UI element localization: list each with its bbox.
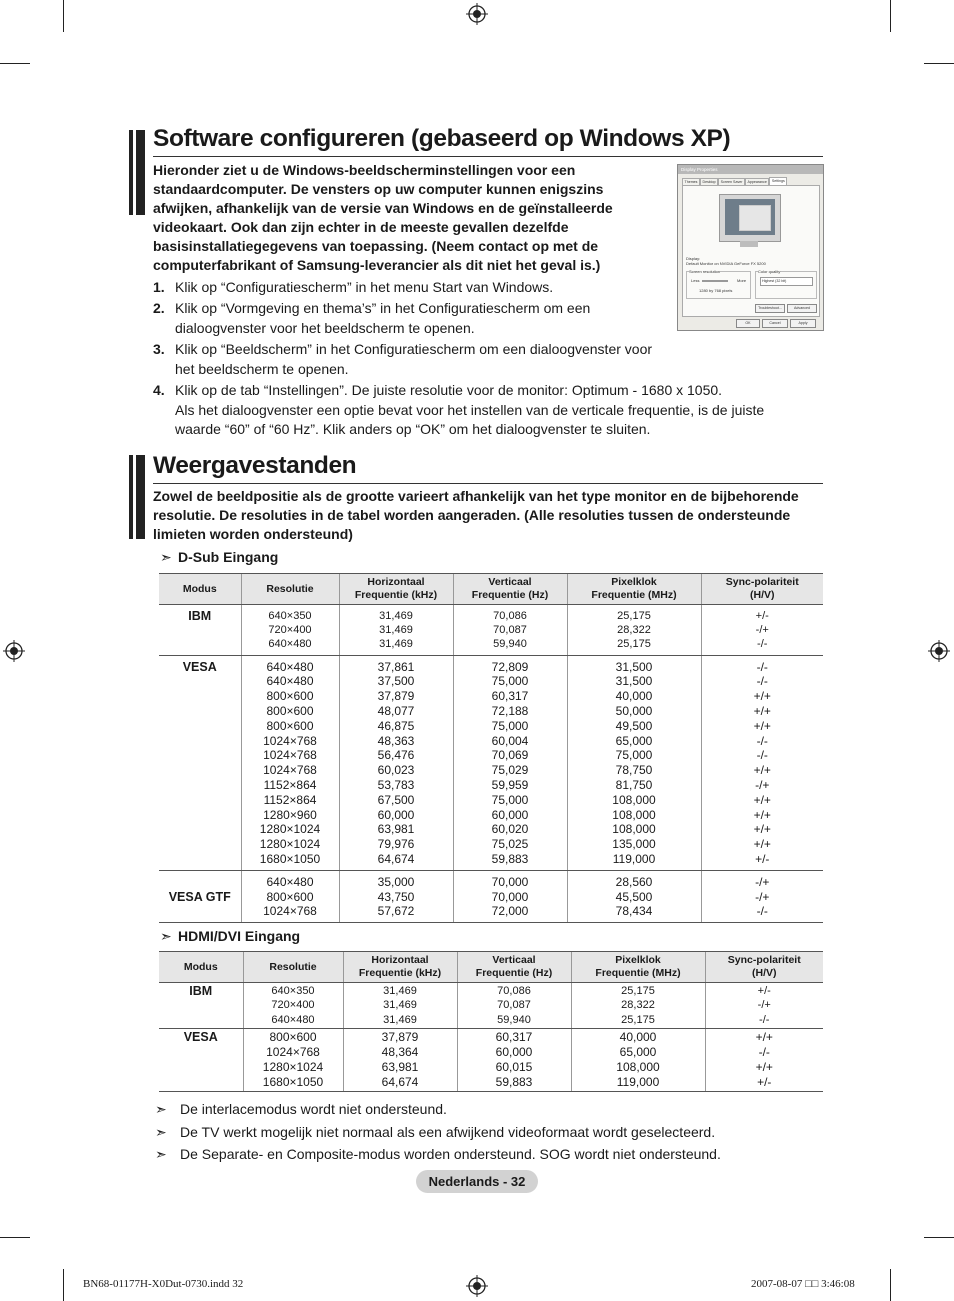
cell-value: +/+ — [755, 1029, 773, 1044]
value-cell — [567, 605, 701, 656]
cell-value: 800×600 — [266, 889, 314, 904]
dialog-titlebar: Display Properties — [678, 165, 823, 174]
cancel-button[interactable]: Cancel — [762, 319, 788, 328]
cell-value: 59,940 — [493, 638, 527, 651]
cell-value: 60,317 — [491, 689, 529, 704]
cell-value: -/+ — [755, 874, 770, 889]
cell-value: 800×600 — [266, 704, 314, 718]
step-line: dialoogvenster voor het beeldscherm te openen. — [175, 319, 475, 336]
column-header — [339, 574, 453, 605]
header-line: Resolutie — [266, 582, 314, 595]
dialog-tab[interactable]: Appearance — [745, 178, 769, 185]
dialog-tab[interactable]: Screen Saver — [718, 178, 745, 185]
cell-value: 59,883 — [491, 851, 529, 866]
dsub-mode-table — [159, 573, 823, 923]
cell-value: 72,809 — [491, 659, 529, 674]
display-value: Default Monitor on NVIDIA GeForce FX 5200 — [686, 261, 766, 266]
cell-value: 40,000 — [615, 689, 653, 704]
cell-value: 1152×864 — [263, 792, 317, 807]
column-header — [343, 952, 457, 983]
step-number: 4. — [153, 382, 165, 398]
cell-value: 108,000 — [612, 822, 656, 837]
value-cell — [241, 655, 339, 870]
cell-value: 720×400 — [271, 999, 315, 1012]
step-number: 2. — [153, 300, 165, 316]
cell-value: 48,364 — [381, 1044, 419, 1059]
cell-value: 1680×1050 — [259, 851, 321, 866]
cell-value: 31,469 — [379, 610, 413, 622]
cell-value: 65,000 — [615, 733, 653, 748]
cell-value: 31,469 — [383, 1013, 417, 1026]
cell-value: 72,188 — [491, 704, 529, 718]
value-cell — [571, 983, 705, 1029]
cell-value: 60,317 — [495, 1029, 533, 1044]
cell-value: 63,981 — [381, 1059, 419, 1074]
registration-mark-icon — [3, 640, 25, 662]
step-text — [175, 381, 813, 440]
cell-value: 37,500 — [377, 674, 415, 689]
cell-value: 25,175 — [621, 985, 655, 997]
cell-value: 1024×768 — [263, 904, 317, 919]
advanced-button[interactable]: Advanced — [787, 304, 817, 313]
cell-value: 70,069 — [491, 748, 529, 763]
cell-value: 1680×1050 — [262, 1074, 324, 1089]
dsub-label: ➣ D-Sub Eingang — [160, 549, 279, 565]
value-cell — [343, 983, 457, 1029]
cell-value: 108,000 — [616, 1059, 660, 1074]
registration-mark-icon — [466, 1275, 488, 1297]
cell-value: 1152×864 — [263, 777, 317, 792]
column-header — [453, 574, 567, 605]
value-cell — [453, 605, 567, 656]
column-header — [159, 574, 241, 605]
cell-value: 1024×768 — [263, 733, 317, 748]
cell-value: +/- — [755, 610, 769, 622]
header-line: (H/V) — [752, 967, 777, 979]
header-line: Verticaal — [492, 954, 536, 966]
step-number: 3. — [153, 341, 165, 357]
value-cell — [701, 605, 823, 656]
step-number: 1. — [153, 279, 165, 295]
cell-value: 800×600 — [269, 1029, 317, 1044]
cell-value: +/+ — [753, 822, 771, 837]
cell-value: +/- — [757, 985, 771, 997]
cell-value: 48,077 — [377, 704, 415, 718]
cell-value: +/+ — [753, 704, 771, 718]
column-header — [701, 574, 823, 605]
cell-value: 35,000 — [377, 874, 415, 889]
cell-value: 59,883 — [495, 1074, 533, 1089]
header-line: Frequentie (Hz) — [471, 589, 549, 601]
value-cell — [457, 1028, 571, 1091]
step-item — [153, 381, 813, 440]
cell-value: 75,000 — [615, 748, 653, 763]
dialog-tab[interactable]: Settings — [769, 177, 787, 185]
cell-value: 25,175 — [617, 638, 651, 651]
column-header — [567, 574, 701, 605]
section-intro-software — [153, 161, 653, 275]
cell-value: 31,500 — [615, 659, 653, 674]
color-quality-group: Color quality Highest (32 bit) — [755, 271, 817, 299]
cell-value: 108,000 — [612, 807, 656, 822]
cell-value: 25,175 — [621, 1013, 655, 1026]
table-row — [159, 1028, 823, 1091]
intro-line: Zowel de beeldpositie als de grootte varieert afhankelijk van het type monitor en de bijbehorende — [153, 488, 799, 504]
table-row — [159, 870, 823, 922]
section-intro-weergavestanden — [153, 487, 823, 544]
arrow-icon: ➣ — [155, 1124, 167, 1140]
cell-value: 640×350 — [268, 610, 312, 622]
cell-value: 640×480 — [271, 1013, 315, 1026]
cell-value: +/+ — [755, 1059, 773, 1074]
header-line: Frequentie (MHz) — [595, 967, 681, 979]
cell-value: 67,500 — [377, 792, 415, 807]
value-cell — [243, 983, 343, 1029]
cell-value: -/+ — [755, 777, 770, 792]
cell-value: -/- — [756, 674, 768, 689]
cell-value: 57,672 — [377, 904, 415, 919]
header-line: Resolutie — [269, 960, 317, 973]
intro-line: standaardcomputer. De vensters op uw computer kunnen enigszins — [153, 181, 604, 197]
step-item — [153, 340, 813, 379]
header-line: Horizontaal — [371, 954, 429, 966]
display-label: Display: — [686, 256, 701, 261]
resolution-value: 1280 by 768 pixels — [699, 288, 733, 293]
step-text — [175, 340, 813, 379]
crop-mark — [924, 63, 954, 64]
header-line: Verticaal — [488, 576, 532, 588]
cell-value: 49,500 — [615, 718, 653, 733]
arrow-icon: ➣ — [155, 1101, 167, 1117]
cell-value: 640×350 — [271, 985, 315, 997]
cell-value: 48,363 — [377, 733, 415, 748]
value-cell — [241, 870, 339, 922]
cell-value: 53,783 — [377, 777, 415, 792]
resolution-group: Screen resolution Less More 1280 by 768 pixels — [686, 271, 751, 299]
intro-line: basisinstallatiegegevens van toepassing. (Neem contact op met de — [153, 238, 599, 254]
hdmi-label: ➣ HDMI/DVI Eingang — [160, 928, 301, 944]
cell-value: 37,879 — [377, 689, 415, 704]
intro-line: limieten worden ondersteund) — [153, 526, 353, 542]
mode-cell: VESA GTF — [159, 870, 241, 922]
header-line: Frequentie (Hz) — [475, 967, 553, 979]
ok-button[interactable]: OK — [736, 319, 760, 328]
value-cell — [567, 870, 701, 922]
column-header — [241, 574, 339, 605]
cell-value: 1024×768 — [263, 748, 317, 763]
cell-value: 70,086 — [493, 610, 527, 622]
cell-value: 1280×1024 — [262, 1059, 324, 1074]
crop-mark — [890, 0, 891, 32]
cell-value: -/+ — [757, 999, 771, 1012]
registration-mark-icon — [466, 3, 488, 25]
value-cell — [343, 1028, 457, 1091]
hdmi-mode-table — [159, 951, 823, 1092]
arrow-icon: ➣ — [160, 549, 172, 565]
cell-value: 46,875 — [377, 718, 415, 733]
cell-value: 70,087 — [493, 624, 527, 637]
dialog-tabs — [682, 178, 787, 185]
cell-value: 28,560 — [615, 874, 653, 889]
header-line: Sync-polariteit — [727, 954, 801, 966]
cell-value: 64,674 — [377, 851, 415, 866]
cell-value: 60,000 — [495, 1044, 533, 1059]
value-cell — [339, 870, 453, 922]
value-cell — [339, 605, 453, 656]
cell-value: 81,750 — [615, 777, 653, 792]
cell-value: 640×480 — [266, 874, 314, 889]
cell-value: -/- — [757, 638, 768, 651]
cell-value: 56,476 — [377, 748, 415, 763]
section-title-software: Software configureren (gebaseerd op Windows XP) — [153, 125, 823, 157]
arrow-icon: ➣ — [155, 1146, 167, 1162]
note-text: De Separate- en Composite-modus worden ondersteund. SOG wordt niet ondersteund. — [180, 1146, 721, 1162]
cell-value: +/+ — [753, 792, 771, 807]
value-cell — [339, 655, 453, 870]
cell-value: 72,000 — [491, 904, 529, 919]
cell-value: 59,940 — [497, 1013, 531, 1026]
cell-value: 64,674 — [381, 1074, 419, 1089]
step-line: het beeldscherm te openen. — [175, 360, 349, 377]
cell-value: 75,000 — [491, 674, 529, 689]
table-header-row — [159, 574, 823, 605]
cell-value: 119,000 — [616, 1074, 660, 1089]
cell-value: -/- — [758, 1044, 770, 1059]
header-line: Frequentie (kHz) — [354, 589, 438, 601]
step-line: Klik op “Beeldscherm” in het Configuratiescherm om een dialoogvenster voor — [175, 341, 653, 357]
value-cell — [701, 655, 823, 870]
cell-value: 28,322 — [621, 999, 655, 1012]
cell-value: 640×480 — [266, 659, 314, 674]
cell-value: 43,750 — [377, 889, 415, 904]
cell-value: +/- — [757, 1074, 772, 1089]
value-cell — [705, 1028, 823, 1091]
column-header — [457, 952, 571, 983]
note-item — [155, 1101, 447, 1118]
header-line: Modus — [183, 960, 218, 973]
step-line: Als het dialoogvenster een optie bevat voor het instellen van de verticale frequentie, is de juiste — [175, 401, 765, 418]
cell-value: 25,175 — [617, 610, 651, 622]
header-line: Frequentie (MHz) — [591, 589, 677, 601]
column-header — [159, 952, 243, 983]
crop-mark — [63, 0, 64, 32]
cell-value: 800×600 — [266, 718, 314, 733]
cell-value: -/- — [756, 659, 768, 674]
troubleshoot-button[interactable]: Troubleshoot... — [755, 304, 785, 313]
cell-value: 70,087 — [497, 999, 531, 1012]
note-text: De TV werkt mogelijk niet normaal als een afwijkend videoformaat wordt geselecteerd. — [180, 1124, 716, 1140]
step-line: Klik op “Vormgeving en thema’s” in het Configuratiescherm om een — [175, 300, 591, 316]
value-cell — [241, 605, 339, 656]
cell-value: 70,000 — [491, 874, 529, 889]
note-text: De interlacemodus wordt niet ondersteund. — [180, 1101, 447, 1117]
section-title-weergavestanden: Weergavestanden — [153, 452, 823, 484]
value-cell — [453, 870, 567, 922]
dialog-tab[interactable]: Themes — [682, 178, 700, 185]
intro-line: resolutie. De resoluties in de tabel worden aangeraden. (Alle resoluties tussen de ondersteunde — [153, 507, 791, 523]
cell-value: 60,000 — [491, 807, 529, 822]
display-properties-dialog — [677, 164, 824, 331]
cell-value: 31,469 — [383, 999, 417, 1012]
resolution-slider[interactable] — [702, 280, 728, 282]
header-line: Horizontaal — [367, 576, 425, 588]
cell-value: +/+ — [753, 689, 771, 704]
crop-mark — [890, 1269, 891, 1301]
cell-value: 37,861 — [377, 659, 415, 674]
cell-value: +/+ — [753, 763, 771, 778]
column-header — [243, 952, 343, 983]
crop-mark — [0, 1237, 30, 1238]
cell-value: 60,004 — [491, 733, 529, 748]
cell-value: 50,000 — [615, 704, 653, 718]
header-line: Sync-polariteit — [725, 576, 799, 588]
cell-value: 720×400 — [268, 624, 312, 637]
cell-value: 1280×960 — [263, 807, 317, 822]
cell-value: 75,000 — [491, 792, 529, 807]
cell-value: 60,000 — [377, 807, 415, 822]
cell-value: 31,469 — [379, 638, 413, 651]
note-item — [155, 1124, 715, 1141]
table-header-row — [159, 952, 823, 983]
cell-value: 1280×1024 — [259, 837, 321, 852]
cell-value: -/+ — [755, 624, 769, 637]
cell-value: -/- — [756, 904, 768, 919]
slug-date: 2007-08-07 □□ 3:46:08 — [751, 1278, 855, 1290]
cell-value: +/- — [755, 851, 770, 866]
column-header — [571, 952, 705, 983]
cell-value: 1280×1024 — [259, 822, 321, 837]
cell-value: 640×480 — [268, 638, 312, 651]
cell-value: 37,879 — [381, 1029, 419, 1044]
cell-value: 60,015 — [495, 1059, 533, 1074]
table-row — [159, 983, 823, 1029]
cell-value: 31,469 — [379, 624, 413, 637]
header-line: Pixelklok — [611, 576, 657, 588]
registration-mark-icon — [928, 640, 950, 662]
value-cell — [705, 983, 823, 1029]
cell-value: 60,020 — [491, 822, 529, 837]
cell-value: -/+ — [755, 889, 770, 904]
intro-line: afwijken, afhankelijk van de versie van Windows en de geïnstalleerde — [153, 200, 613, 216]
section-bar — [129, 455, 145, 539]
header-line: Pixelklok — [615, 954, 661, 966]
apply-button[interactable]: Apply — [790, 319, 816, 328]
cell-value: 60,023 — [377, 763, 415, 778]
cell-value: 40,000 — [619, 1029, 657, 1044]
cell-value: +/+ — [753, 807, 771, 822]
value-cell — [571, 1028, 705, 1091]
cell-value: -/- — [756, 733, 768, 748]
mode-cell: IBM — [159, 605, 241, 656]
value-cell — [567, 655, 701, 870]
mode-cell: VESA — [159, 1028, 243, 1091]
cell-value: +/+ — [753, 837, 771, 852]
cell-value: 800×600 — [266, 689, 314, 704]
cell-value: 119,000 — [612, 851, 656, 866]
cell-value: 78,750 — [615, 763, 653, 778]
value-cell — [243, 1028, 343, 1091]
cell-value: 75,000 — [491, 718, 529, 733]
cell-value: 31,500 — [615, 674, 653, 689]
cell-value: 63,981 — [377, 822, 415, 837]
value-cell — [457, 983, 571, 1029]
cell-value: -/- — [756, 748, 768, 763]
table-row — [159, 605, 823, 656]
dialog-tab[interactable]: Desktop — [700, 178, 718, 185]
note-item — [155, 1146, 721, 1163]
value-cell — [453, 655, 567, 870]
monitor-icon — [719, 194, 781, 242]
cell-value: 108,000 — [612, 792, 656, 807]
cell-value: 640×480 — [266, 674, 314, 689]
crop-mark — [924, 1237, 954, 1238]
cell-value: 59,959 — [491, 777, 529, 792]
cell-value: 75,025 — [491, 837, 529, 852]
intro-line: Hieronder ziet u de Windows-beeldscherminstellingen voor een — [153, 162, 576, 178]
cell-value: 28,322 — [617, 624, 651, 637]
cell-value: 1024×768 — [263, 763, 317, 778]
header-line: Modus — [182, 582, 217, 595]
header-line: (H/V) — [750, 589, 775, 601]
crop-mark — [63, 1269, 64, 1301]
mode-cell: VESA — [159, 655, 241, 870]
table-row — [159, 655, 823, 870]
cell-value: 70,000 — [491, 889, 529, 904]
cell-value: 65,000 — [619, 1044, 657, 1059]
cell-value: 75,029 — [491, 763, 529, 778]
step-line: Klik op de tab “Instellingen”. De juiste resolutie voor de monitor: Optimum - 1680 x 1050. — [175, 382, 723, 398]
header-line: Frequentie (kHz) — [358, 967, 442, 979]
page-number: Nederlands - 32 — [416, 1170, 538, 1193]
cell-value: +/+ — [753, 718, 771, 733]
cell-value: 78,434 — [615, 904, 653, 919]
step-line: Klik op “Configuratiescherm” in het menu Start van Windows. — [175, 279, 554, 295]
cell-value: 1024×768 — [266, 1044, 320, 1059]
intro-line: videokaart. Ook dan zijn echter in de meeste gevallen dezelfde — [153, 219, 569, 235]
cell-value: 45,500 — [615, 889, 653, 904]
column-header — [705, 952, 823, 983]
cell-value: 31,469 — [383, 985, 417, 997]
section-bar — [129, 130, 145, 215]
cell-value: 135,000 — [612, 837, 656, 852]
dialog-settings-panel — [682, 185, 820, 317]
step-line: waarde “60” of “60 Hz”. Klik anders op “OK” om het dialoogvenster te sluiten. — [175, 421, 651, 437]
slug-file: BN68-01177H-X0Dut-0730.indd 32 — [83, 1278, 244, 1290]
monitor-stand — [740, 241, 758, 247]
crop-mark — [0, 63, 30, 64]
intro-line: computerfabrikant of Samsung-leverancier als dit niet het geval is.) — [153, 257, 601, 273]
cell-value: 70,086 — [497, 985, 531, 997]
color-quality-select[interactable]: Highest (32 bit) — [760, 277, 813, 286]
arrow-icon: ➣ — [160, 928, 172, 944]
value-cell — [701, 870, 823, 922]
cell-value: -/- — [759, 1013, 770, 1026]
mode-cell: IBM — [159, 983, 243, 1029]
cell-value: 79,976 — [377, 837, 415, 852]
